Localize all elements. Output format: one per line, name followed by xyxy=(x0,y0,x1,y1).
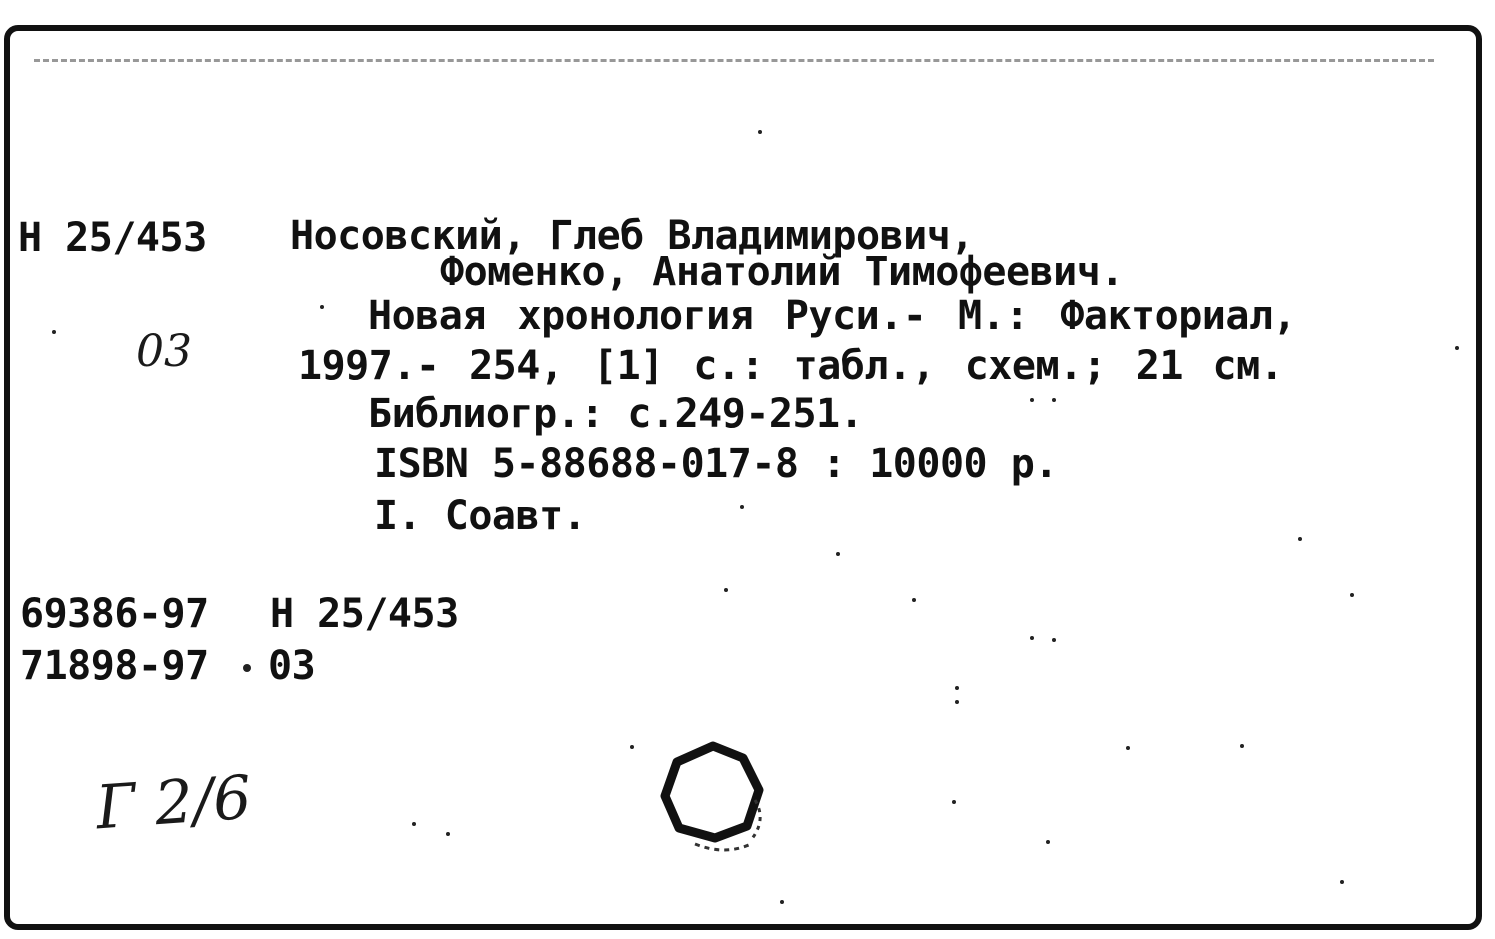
speck xyxy=(952,800,956,804)
authors-line-2: Фоменко, Анатолий Тимофеевич. xyxy=(440,249,1124,295)
speck xyxy=(1030,398,1034,402)
speck xyxy=(1240,744,1244,748)
speck xyxy=(412,822,416,826)
tracing: I. Соавт. xyxy=(374,493,587,539)
speck xyxy=(1126,746,1130,750)
speck xyxy=(1350,593,1354,597)
speck xyxy=(1340,880,1344,884)
title-line-2: 1997.- 254, [1] с.: табл., схем.; 21 см. xyxy=(298,343,1284,389)
speck xyxy=(724,588,728,592)
authors-line-1: Носовский, Глеб Владимирович, xyxy=(290,213,974,259)
handwritten-note: Г 2/6 xyxy=(93,762,254,844)
title-line-1: Новая хронология Руси.- М.: Факториал, xyxy=(368,293,1297,339)
speck xyxy=(740,505,744,509)
shelf-mark: Н 25/453 xyxy=(18,215,207,261)
card-punch-hole-mark xyxy=(655,740,775,860)
speck xyxy=(1052,398,1056,402)
speck xyxy=(446,832,450,836)
speck xyxy=(955,686,959,690)
speck xyxy=(836,552,840,556)
speck xyxy=(1052,638,1056,642)
bibliography-note: Библиогр.: с.249-251. xyxy=(368,391,864,437)
speck xyxy=(780,900,784,904)
speck xyxy=(1046,840,1050,844)
inventory-code-2: 03 xyxy=(268,643,316,689)
card-top-dashed-rule xyxy=(34,59,1434,62)
speck xyxy=(52,330,56,334)
speck xyxy=(1298,537,1302,541)
isbn-price: ISBN 5-88688-017-8 : 10000 р. xyxy=(374,441,1058,487)
author-sign: 03 xyxy=(136,326,192,377)
speck xyxy=(1030,636,1034,640)
speck xyxy=(630,745,634,749)
inventory-number-2: 71898-97 xyxy=(20,643,209,689)
speck xyxy=(758,130,762,134)
inventory-separator-dot xyxy=(243,664,251,672)
speck xyxy=(912,598,916,602)
inventory-number-1: 69386-97 xyxy=(20,591,209,637)
speck xyxy=(1455,346,1459,350)
speck xyxy=(955,700,959,704)
inventory-code-1: Н 25/453 xyxy=(270,591,459,637)
speck xyxy=(320,305,324,309)
